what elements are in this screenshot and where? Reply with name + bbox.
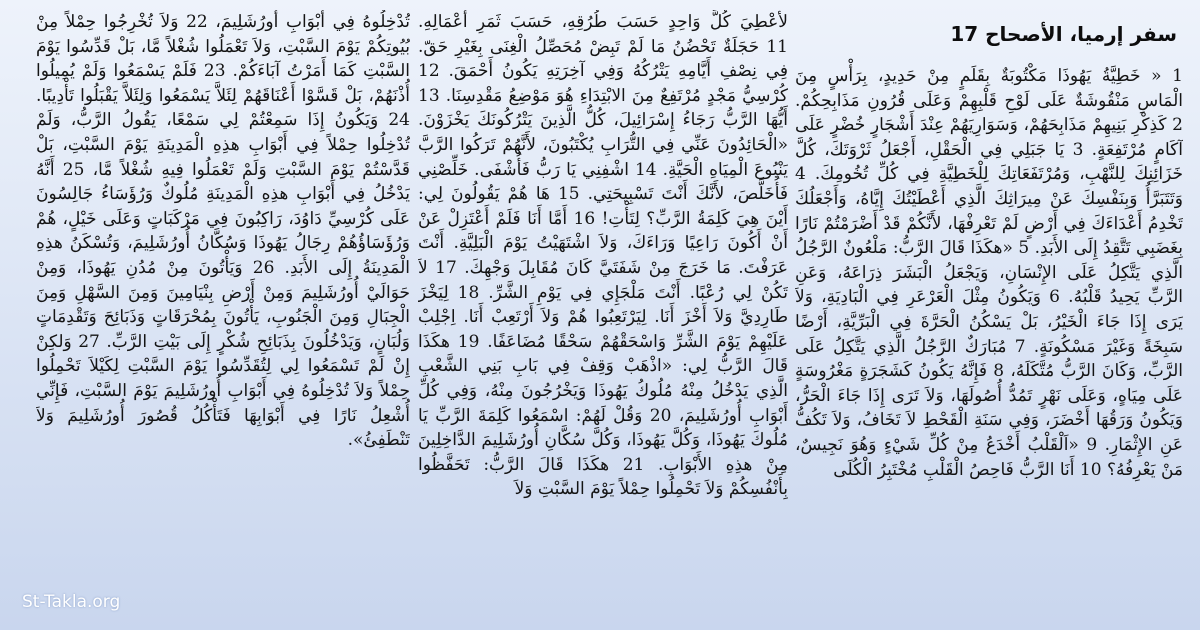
chapter-title: سفر إرميا، الأصحاح 17 — [950, 22, 1177, 46]
column-text: تُدْخِلُوهُ فِي أَبْوَابِ أُورُشَلِيمَ، 22 وَلاَ تُخْرِجُوا حِمْلاً مِنْ بُيُوتِكُمْ يَوْمَ السَّبْتِ، وَلاَ تَعْمَلُوا شُغْلاً مَّا، بَلْ قَدِّسُوا يَوْمَ السَّبْتِ كَمَا أَمَرْتُ آبَاءَكُمْ. 23 فَلَمْ يَسْمَعُوا وَلَمْ يُمِيلُوا أُذْنَهُمْ، بَلْ قَسَّوْا أَعْنَاقَهُمْ لِئَلاَّ يَسْمَعُوا وَلِئَلاَّ يَقْبَلُوا تَأْدِيبًا. 24 وَيَكُونُ إِذَا سَمِعْتُمْ لِي سَمْعًا، يَقُولُ الرَّبُّ، وَلَمْ تُدْخِلُوا حِمْلاً فِي أَبْوَابِ هذِهِ الْمَدِينَةِ يَوْمَ السَّبْتِ، بَلْ قَدَّسْتُمْ يَوْمَ السَّبْتِ وَلَمْ تَعْمَلُوا فِيهِ شُغْلاً مَّا، 25 أَنَّهُ يَدْخُلُ فِي أَبْوَابِ هذِهِ الْمَدِينَةِ مُلُوكٌ وَرُؤَسَاءُ جَالِسُونَ عَلَى كُرْسِيِّ دَاوُدَ، رَاكِبُونَ فِي مَرْكَبَاتٍ وَعَلَى خَيْلٍ، هُمْ وَرُؤَسَاؤُهُمْ رِجَالُ يَهُوذَا وَسُكَّانُ أُورُشَلِيمَ، وَتُسْكَنُ هذِهِ الْمَدِينَةُ إِلَى الأَبَدِ. 26 وَيَأْتُونَ مِنْ مُدُنِ يَهُوذَا، وَمِنْ حَوَالَيْ أُورُشَلِيمَ وَمِنْ أَرْضِ بِنْيَامِينَ وَمِنَ السَّهْلِ وَمِنَ الْجِبَالِ وَمِنَ الْجَنُوبِ، يَأْتُونَ بِمُحْرَقَاتٍ وَذَبَائِحَ وَتَقْدِمَاتٍ وَلُبَانٍ، وَيَدْخُلُونَ بِذَبَائِحِ شُكْرٍ إِلَى بَيْتِ الرَّبِّ. 27 وَلكِنْ إِنْ لَمْ تَسْمَعُوا لِي لِتُقَدِّسُوا يَوْمَ السَّبْتِ لِكَيْلاَ تَحْمِلُوا حِمْلاً وَلاَ تُدْخِلُوهُ فِي أَبْوَابِ أُورُشَلِيمَ يَوْمَ السَّبْتِ، فَإِنِّي أُشْعِلُ نَارًا فِي أَبْوَابِهَا فَتَأْكُلُ قُصُورَ أُورُشَلِيمَ وَلاَ تَنْطَفِئُ». — [36, 12, 410, 451]
column-text: لأُعْطِيَ كُلَّ وَاحِدٍ حَسَبَ طُرُقِهِ، حَسَبَ ثَمَرِ أَعْمَالِهِ. 11 حَجَلَةٌ تَحْضُنُ مَا لَمْ تَبِضْ مُحَصِّلُ الْغِنَى بِغَيْرِ حَقّ. فِي نِصْفِ أَيَّامِهِ يَتْرُكُهُ وَفِي آخِرَتِهِ يَكُونُ أَحْمَقَ. 12 كُرْسِيُّ مَجْدٍ مُرْتَفِعٌ مِنَ الابْتِدَاءِ هُوَ مَوْضِعُ مَقْدِسِنَا. 13 أَيُّهَا الرَّبُّ رَجَاءُ إِسْرَائِيلَ، كُلُّ الَّذِينَ يَتْرُكُونَكَ يَخْزَوْنَ. «الْحَائِدُونَ عَنِّي فِي التُّرَابِ يُكْتَبُونَ، لأَنَّهُمْ تَرَكُوا الرَّبَّ يَنْبُوعَ الْمِيَاهِ الْحَيَّةِ. 14 اشْفِنِي يَا رَبُّ فَأُشْفَى. خَلِّصْنِي فَأُخَلَّصَ، لأَنَّكَ أَنْتَ تَسْبِيحَتِي. 15 هَا هُمْ يَقُولُونَ لِي: أَيْنَ هِيَ كَلِمَةُ الرَّبِّ؟ لِتَأْتِ! 16 أَمَّا أَنَا فَلَمْ أَعْتَزِلْ عَنْ أَنْ أَكُونَ رَاعِيًا وَرَاءَكَ، وَلاَ اشْتَهَيْتُ يَوْمَ الْبَلِيَّةِ. أَنْتَ عَرَفْتَ. مَا خَرَجَ مِنْ شَفَتَيَّ كَانَ مُقَابِلَ وَجْهِكَ. 17 لاَ تَكُنْ لِي رُعْبًا. أَنْتَ مَلْجَإِي فِي يَوْمِ الشَّرِّ. 18 لِيَخْزَ طَارِدِيَّ وَلاَ أَخْزَ أَنَا. لِيَرْتَعِبُوا هُمْ وَلاَ أَرْتَعِبْ أَنَا. اِجْلِبْ عَلَيْهِمْ يَوْمَ الشَّرِّ وَاسْحَقْهُمْ سَحْقًا مُضَاعَفًا. 19 هكَذَا قَالَ الرَّبُّ لِي: «اذْهَبْ وَقِفْ فِي بَابِ بَنِي الشَّعْبِ الَّذِي يَدْخُلُ مِنْهُ مُلُوكُ يَهُوذَا وَيَخْرُجُونَ مِنْهُ، وَفِي كُلِّ أَبْوَابِ أُورُشَلِيمَ، 20 وَقُلْ لَهُمْ: اسْمَعُوا كَلِمَةَ الرَّبِّ يَا مُلُوكَ يَهُوذَا، وَكُلَّ يَهُوذَا، وَكُلَّ سُكَّانِ أُورُشَلِيمَ الدَّاخِلِينَ مِنْ هذِهِ الأَبْوَابِ. 21 هكَذَا قَالَ الرَّبُّ: تَحَفَّظُوا بِأَنْفُسِكُمْ وَلاَ تَحْمِلُوا حِمْلاً يَوْمَ السَّبْتِ وَلاَ — [418, 12, 788, 500]
site-watermark: St-Takla.org — [22, 592, 121, 612]
column-text: 1 « خَطِيَّةُ يَهُوذَا مَكْتُوبَةٌ بِقَلَمٍ مِنْ حَدِيدٍ، بِرَأْسٍ مِنَ الْمَاسِ مَنْقُوشَةٌ عَلَى لَوْحِ قَلْبِهِمْ وَعَلَى قُرُونِ مَذَابِحِكُمْ. 2 كَذِكْرِ بَنِيهِمْ مَذَابِحَهُمْ، وَسَوَارِيَهُمْ عِنْدَ أَشْجَارٍ خُضْرٍ عَلَى آكَامٍ مُرْتَفِعَةٍ. 3 يَا جَبَلِي فِي الْحَقْلِ، أَجْعَلُ ثَرْوَتَكَ، كُلَّ خَزَائِنِكَ لِلنَّهْبِ، وَمُرْتَفَعَاتِكَ لِلْخَطِيَّةِ فِي كُلِّ تُخُومِكَ. 4 وَتَتَبَرَّأُ وَبِنَفْسِكَ عَنْ مِيرَاثِكَ الَّذِي أَعْطَيْتُكَ إِيَّاهُ، وَأَجْعَلُكَ تَخْدِمُ أَعْدَاءَكَ فِي أَرْضٍ لَمْ تَعْرِفْهَا، لأَنَّكُمْ قَدْ أَضْرَمْتُمْ نَارًا بِغَضَبِي تَتَّقِدُ إِلَى الأَبَدِ. 5 «هكَذَا قَالَ الرَّبُّ: مَلْعُونٌ الرَّجُلُ الَّذِي يَتَّكِلُ عَلَى الإِنْسَانِ، وَيَجْعَلُ الْبَشَرَ ذِرَاعَهُ، وَعَنِ الرَّبِّ يَحِيدُ قَلْبُهُ. 6 وَيَكُونُ مِثْلَ الْعَرْعَرِ فِي الْبَادِيَةِ، وَلاَ يَرَى إِذَا جَاءَ الْخَيْرُ، بَلْ يَسْكُنُ الْحَرَّةَ فِي الْبَرِّيَّةِ، أَرْضًا سَبِخَةً وَغَيْرَ مَسْكُونَةٍ. 7 مُبَارَكٌ الرَّجُلُ الَّذِي يَتَّكِلُ عَلَى الرَّبِّ، وَكَانَ الرَّبُّ مُتَّكَلَهُ، 8 فَإِنَّهُ يَكُونُ كَشَجَرَةٍ مَغْرُوسَةٍ عَلَى مِيَاهٍ، وَعَلَى نَهْرٍ تَمُدُّ أُصُولَهَا، وَلاَ تَرَى إِذَا جَاءَ الْحَرُّ، وَيَكُونُ وَرَقُهَا أَخْضَرَ، وَفِي سَنَةِ الْقَحْطِ لاَ تَخَافُ، وَلاَ تَكُفُّ عَنِ الإِثْمَارِ. 9 «اَلْقَلْبُ أَخْدَعُ مِنْ كُلِّ شَيْءٍ وَهُوَ نَجِيسٌ، مَنْ يَعْرِفُهُ؟ 10 أَنَا الرَّبُّ فَاحِصُ الْقَلْبِ مُخْتَبِرُ الْكُلَى — [795, 66, 1183, 480]
text-column-middle — [418, 10, 788, 610]
text-column-left — [36, 10, 410, 610]
text-column-right — [795, 10, 1183, 610]
